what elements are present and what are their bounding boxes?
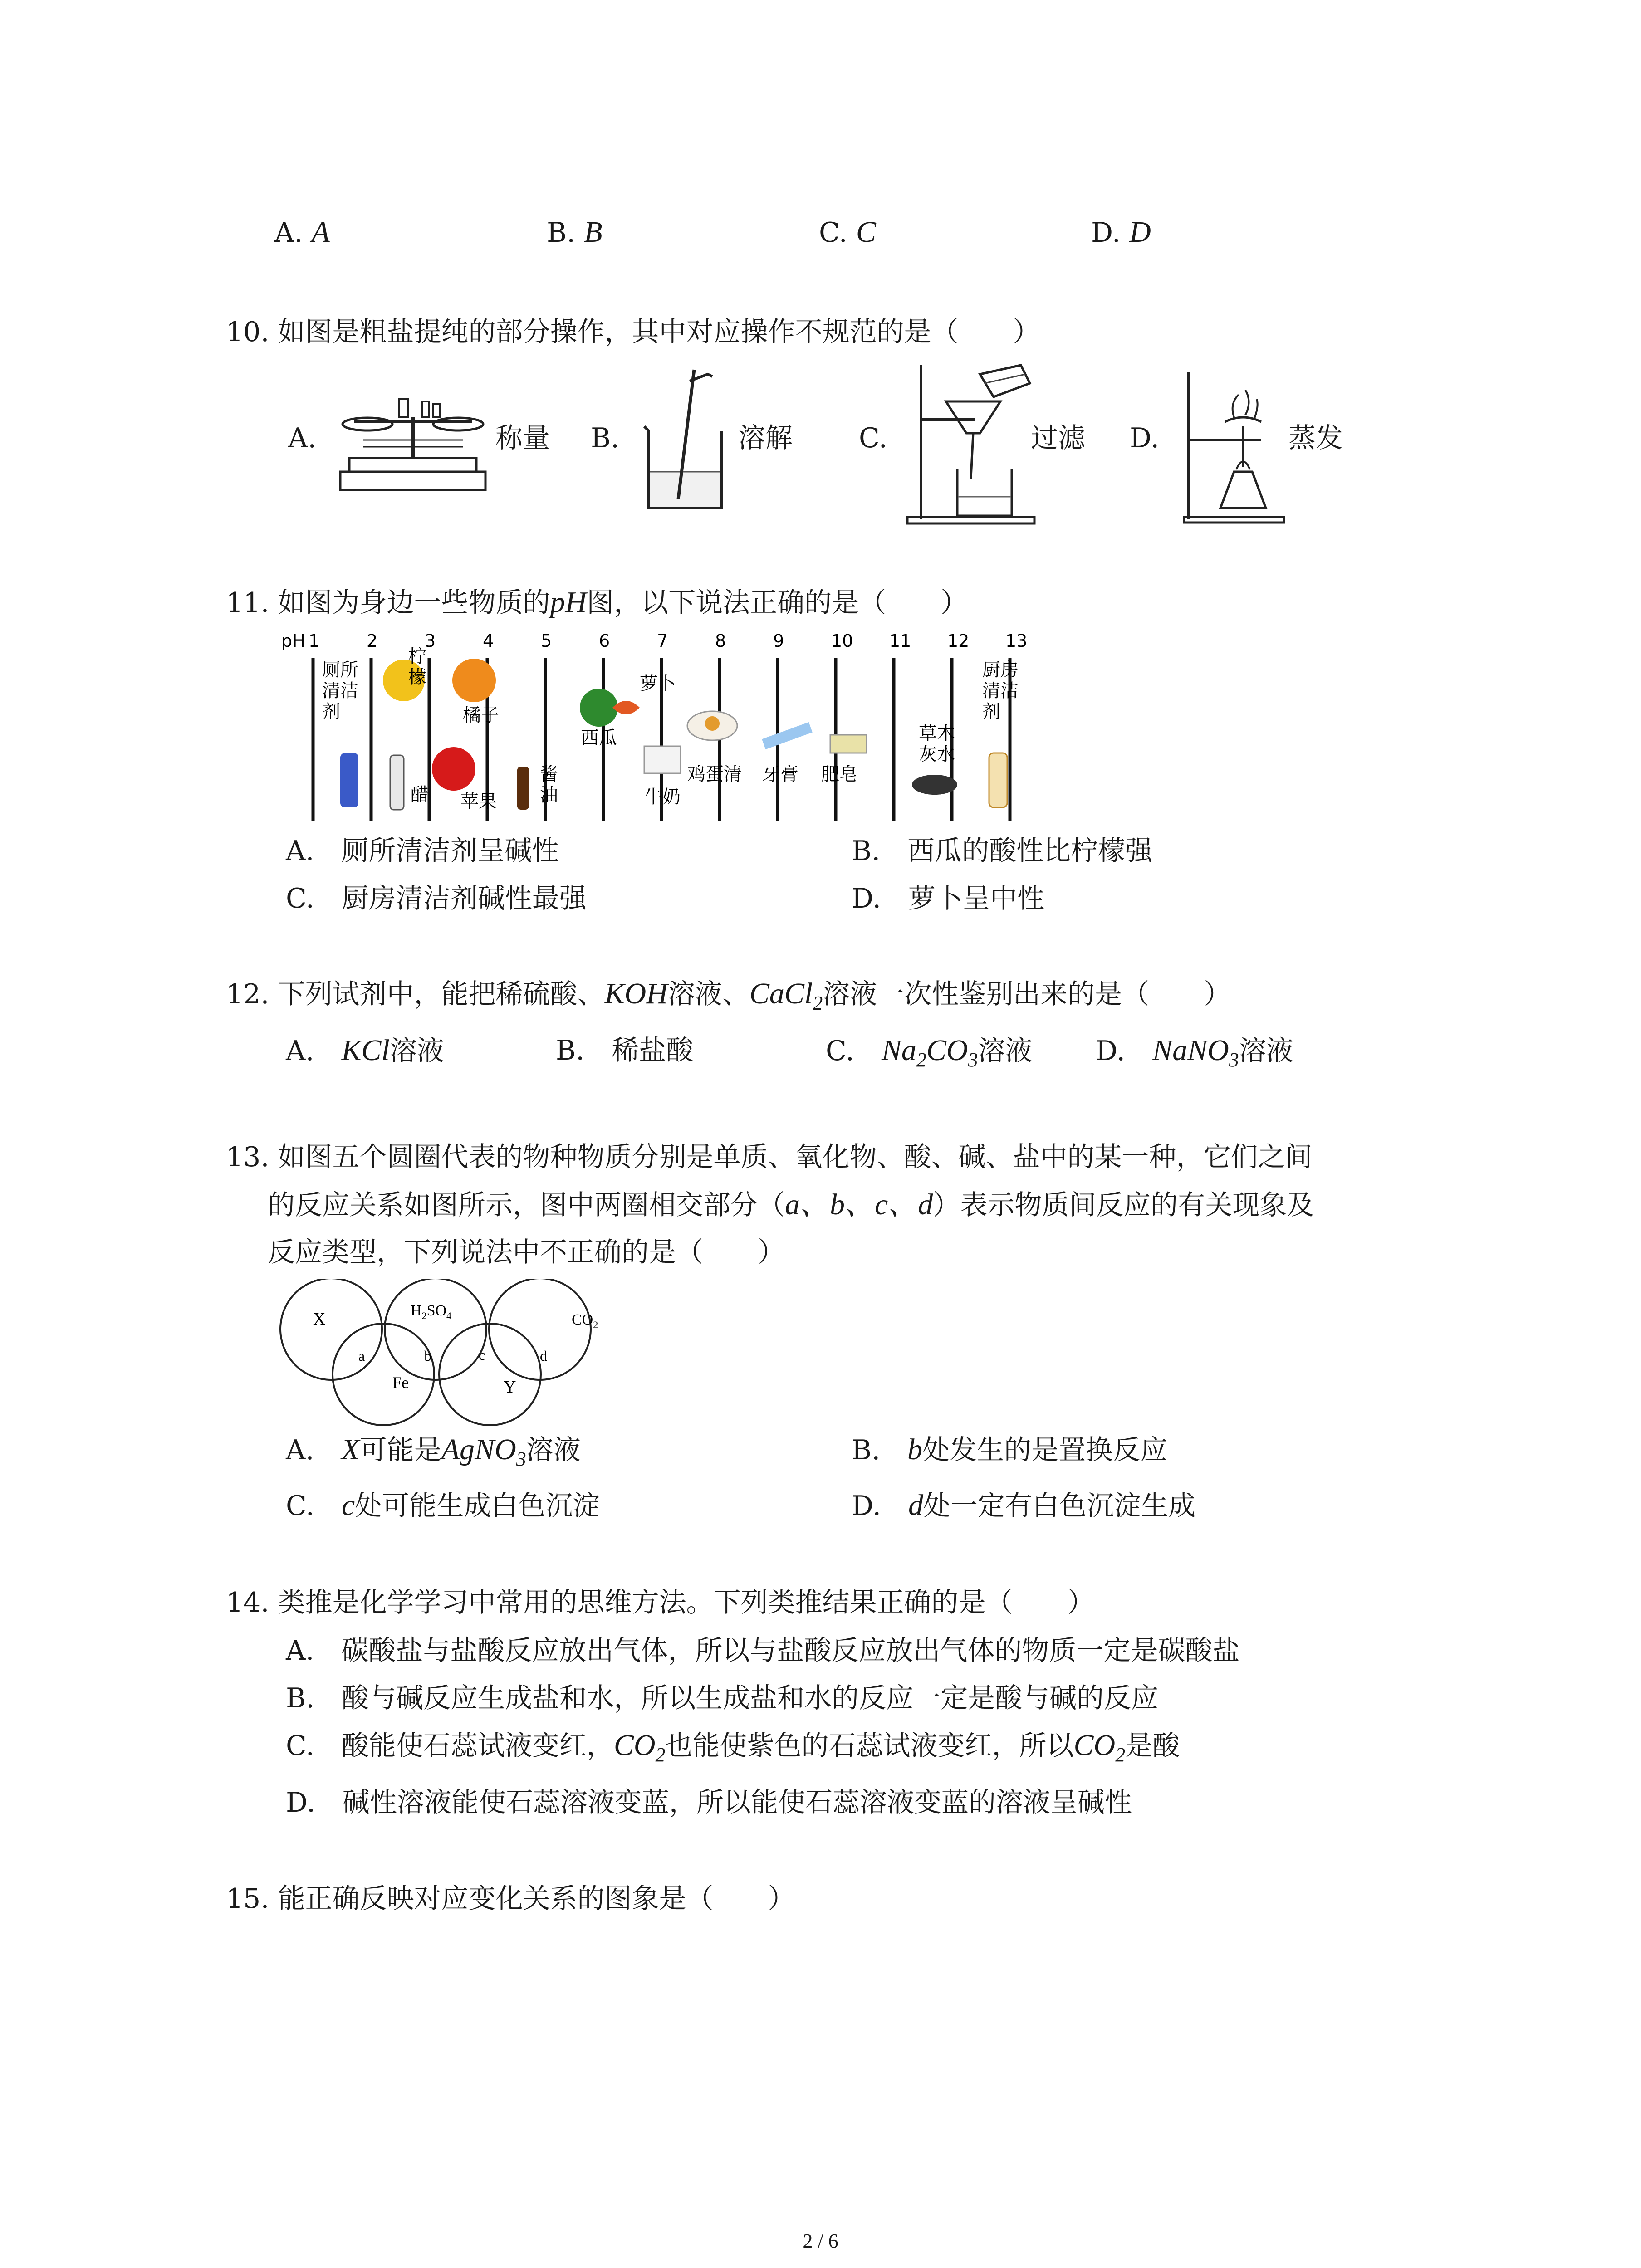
q11-stem: 11. 如图为身边一些物质的pH图，以下说法正确的是（ ） bbox=[226, 586, 968, 619]
ph-tick-10: 10 bbox=[831, 631, 853, 651]
q12-stem: 12. 下列试剂中，能把稀硫酸、KOH溶液、CaCl$_2$溶液一次性鉴别出来的是（ ） bbox=[226, 977, 1231, 1015]
label-radish: 萝卜 bbox=[640, 673, 676, 694]
plant-ash-water-icon bbox=[912, 775, 957, 795]
q10-option-d-letter: D. bbox=[1130, 422, 1160, 454]
soap-icon bbox=[830, 735, 867, 753]
kitchen-cleaner-bottle-icon bbox=[989, 753, 1007, 807]
ph-tick-8: 8 bbox=[715, 631, 726, 651]
q13-stem-line1: 13. 如图五个圆圈代表的物种物质分别是单质、氧化物、酸、碱、盐中的某一种，它们之间 bbox=[226, 1141, 1313, 1173]
region-d: d bbox=[540, 1348, 547, 1364]
circle-fe bbox=[333, 1324, 434, 1425]
orange-icon bbox=[452, 659, 496, 702]
q10-option-b-letter: B. bbox=[591, 422, 620, 454]
node-y: Y bbox=[504, 1378, 516, 1397]
ph-tick-5: 5 bbox=[541, 631, 552, 651]
prev-option-b: B. B bbox=[547, 215, 603, 249]
label-egg-white: 鸡蛋清 bbox=[687, 764, 742, 785]
ph-tick-4: 4 bbox=[483, 631, 494, 651]
vinegar-bottle-icon bbox=[390, 755, 404, 810]
prev-option-c: C. C bbox=[819, 215, 876, 249]
q13-stem-line2: 的反应关系如图所示，图中两圈相交部分（a、b、c、d）表示物质间反应的有关现象及 bbox=[268, 1188, 1314, 1221]
prev-option-d: D. D bbox=[1091, 215, 1151, 249]
watermelon-icon bbox=[580, 689, 618, 727]
beaker-stirring-icon bbox=[640, 363, 740, 513]
q11-option-b: B. 西瓜的酸性比柠檬强 bbox=[852, 835, 1153, 867]
label-soy: 酱油 bbox=[540, 764, 558, 806]
q14-stem: 14. 类推是化学学习中常用的思维方法。下列类推结果正确的是（ ） bbox=[226, 1587, 1095, 1618]
prev-option-a: A. A bbox=[274, 215, 330, 249]
ph-tick-2: 2 bbox=[367, 631, 378, 651]
q13-option-d: D. d处一定有白色沉淀生成 bbox=[852, 1489, 1196, 1522]
q10-option-d-label: 蒸发 bbox=[1288, 422, 1343, 454]
q10-option-a-letter: A. bbox=[288, 422, 317, 454]
q13-option-b: B. b处发生的是置换反应 bbox=[852, 1433, 1168, 1466]
label-watermelon: 西瓜 bbox=[581, 728, 617, 748]
node-fe: Fe bbox=[392, 1374, 409, 1392]
q13-stem-line3: 反应类型，下列说法中不正确的是（ ） bbox=[268, 1237, 785, 1268]
q15-stem: 15. 能正确反映对应变化关系的图象是（ ） bbox=[226, 1883, 795, 1915]
node-h2so4: $H_2SO_4$ bbox=[411, 1302, 452, 1321]
label-apple: 苹果 bbox=[460, 791, 497, 812]
toilet-cleaner-bottle-icon bbox=[340, 753, 358, 807]
label-vinegar: 醋 bbox=[411, 784, 429, 805]
q11-option-a: A. 厕所清洁剂呈碱性 bbox=[286, 835, 559, 867]
evaporation-apparatus-icon bbox=[1180, 363, 1288, 526]
label-milk: 牛奶 bbox=[644, 787, 681, 807]
q14-option-b: B. 酸与碱反应生成盐和水，所以生成盐和水的反应一定是酸与碱的反应 bbox=[286, 1682, 1159, 1714]
circle-h2so4 bbox=[385, 1279, 486, 1380]
ph-tick-3: 3 bbox=[425, 631, 436, 651]
label-toilet-cleaner: 厕所清洁剂 bbox=[322, 660, 358, 722]
apple-icon bbox=[432, 747, 475, 791]
five-circles-diagram bbox=[277, 1279, 640, 1429]
region-a: a bbox=[358, 1348, 365, 1364]
soy-sauce-bottle-icon bbox=[517, 767, 529, 810]
label-orange: 橘子 bbox=[463, 705, 499, 726]
circle-x bbox=[280, 1279, 382, 1380]
ph-chart bbox=[281, 631, 1043, 830]
toothpaste-icon bbox=[762, 722, 813, 749]
q11-option-d: D. 萝卜呈中性 bbox=[852, 883, 1045, 914]
label-soap: 肥皂 bbox=[821, 764, 857, 785]
q10-option-c-letter: C. bbox=[859, 422, 887, 454]
balance-scale-icon bbox=[336, 390, 490, 499]
q13-option-a: A. X可能是AgNO$_3$溶液 bbox=[286, 1433, 581, 1471]
q12-option-d: D. NaNO$_3$溶液 bbox=[1096, 1034, 1293, 1071]
q12-option-a: A. KCl溶液 bbox=[286, 1034, 444, 1067]
label-kitchen-cleaner: 厨房清洁剂 bbox=[982, 660, 1019, 722]
node-co2: $CO_2$ bbox=[572, 1311, 598, 1330]
label-plant-ash-water: 草木灰水 bbox=[919, 723, 955, 765]
ph-tick-1: 1 bbox=[309, 631, 320, 651]
ph-axis-label: pH bbox=[281, 631, 305, 651]
node-x: X bbox=[313, 1310, 326, 1329]
region-c: c bbox=[479, 1347, 485, 1363]
ph-tick-12: 12 bbox=[947, 631, 970, 651]
page-number: 2 / 6 bbox=[803, 2230, 838, 2252]
ph-tick-11: 11 bbox=[889, 631, 911, 651]
ph-tick-6: 6 bbox=[599, 631, 610, 651]
q10-option-c-label: 过滤 bbox=[1031, 422, 1085, 454]
milk-icon bbox=[644, 746, 681, 773]
q14-option-c: C. 酸能使石蕊试液变红，$CO_2$也能使紫色的石蕊试液变红，所以$CO_2$是酸 bbox=[286, 1729, 1180, 1766]
label-toothpaste: 牙膏 bbox=[762, 764, 798, 785]
region-b: b bbox=[424, 1348, 431, 1364]
q12-option-c: C. $Na_2CO_3$溶液 bbox=[826, 1034, 1033, 1071]
q12-option-b: B. 稀盐酸 bbox=[556, 1035, 694, 1066]
ph-tick-13: 13 bbox=[1005, 631, 1028, 651]
q11-option-c: C. 厨房清洁剂碱性最强 bbox=[286, 883, 587, 914]
q10-option-a-label: 称量 bbox=[495, 422, 550, 454]
q10-stem: 10. 如图是粗盐提纯的部分操作，其中对应操作不规范的是（ ） bbox=[226, 316, 1040, 348]
filtration-apparatus-icon bbox=[903, 356, 1039, 528]
q14-option-d: D. 碱性溶液能使石蕊溶液变蓝，所以能使石蕊溶液变蓝的溶液呈碱性 bbox=[286, 1787, 1132, 1818]
ph-tick-9: 9 bbox=[773, 631, 784, 651]
q10-option-b-label: 溶解 bbox=[738, 422, 793, 454]
q13-option-c: C. c处可能生成白色沉淀 bbox=[286, 1489, 600, 1522]
ph-tick-7: 7 bbox=[657, 631, 668, 651]
q14-option-a: A. 碳酸盐与盐酸反应放出气体，所以与盐酸反应放出气体的物质一定是碳酸盐 bbox=[286, 1635, 1240, 1667]
label-lemon: 柠檬 bbox=[408, 646, 426, 688]
